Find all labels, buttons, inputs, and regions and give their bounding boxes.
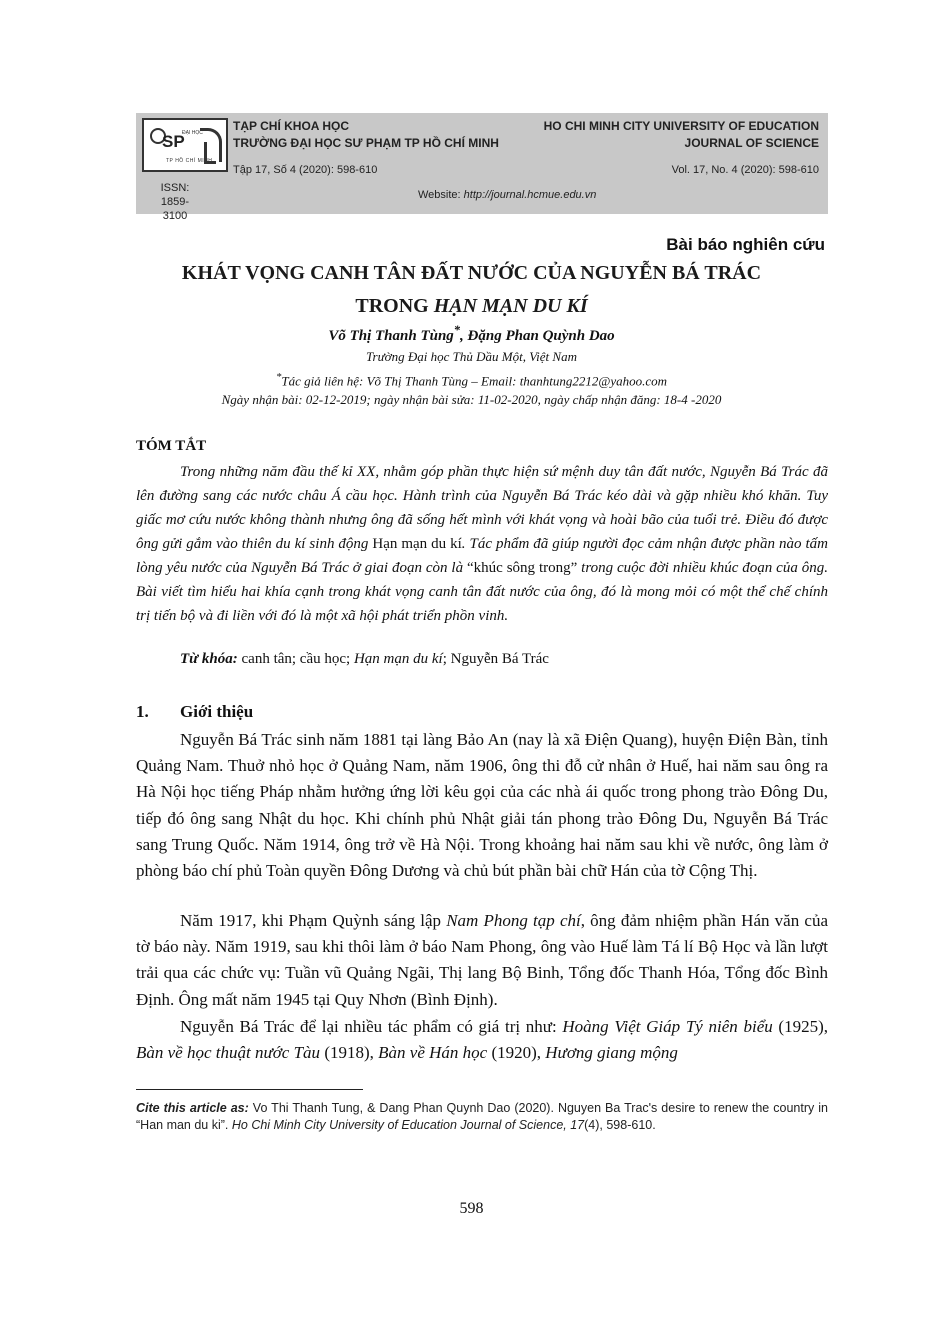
- paragraph-1: Nguyễn Bá Trác sinh năm 1881 tại làng Bảo An (nay là xã Điện Quang), huyện Điện Bàn, tỉnh Quảng Nam. Thuở nhỏ học ở Quảng Nam, năm 1906, ông thi đỗ cử nhân ở Huế, hai năm sau ông ra Hà Nội học tiếng Pháp nhằm hưởng ứng lời kêu gọi của các nhà ái quốc trong phong trào Đông Du, tiếp đó ông sang Nhật du học. Khi chính phủ Nhật giải tán phong trào Đông Du, Nguyễn Bá Trác sang Trung Quốc. Năm 1914, ông trở về Hà Nội. Trong khoảng hai năm sau khi về nước, ông làm ở phòng báo chí phủ Toàn quyền Đông Dương và chủ bút phần bài chữ Hán của tờ Cộng Thị.: [136, 730, 828, 881]
- footnote-divider: [136, 1089, 363, 1090]
- journal-name-en: JOURNAL OF SCIENCE: [684, 136, 819, 150]
- p3-part-g: (1920),: [487, 1043, 546, 1063]
- author-separator: ,: [460, 328, 468, 344]
- footnote-journal: Ho Chi Minh City University of Education Journal of Science, 17: [231, 1118, 585, 1132]
- author2: Đặng Phan Quỳnh Dao: [467, 328, 615, 344]
- p2-part-b: Nam Phong tạp chí: [446, 911, 581, 930]
- logo-small-top: ĐẠI HỌC: [182, 130, 203, 136]
- volume-vi: Tập 17, Số 4 (2020): 598-610: [233, 164, 378, 176]
- p3-part-d: Bàn về học thuật nước Tàu: [136, 1043, 321, 1063]
- issn: [150, 181, 200, 223]
- abstract-part-e: trong cuộc đời nhiều khúc đoạn của ông. Bài viết tìm hiểu hai khía cạnh trong khát vọng canh tân đất nước của ông, đó là mong mỏi có một thể chế chính trị tiến bộ và đi liền với đó là một xã hội phát triển phồn vinh.: [136, 560, 828, 624]
- dates: Ngày nhận bài: 02-12-2019; ngày nhận bài sửa: 11-02-2020, ngày chấp nhận đăng: 18-4 -2020: [221, 392, 722, 407]
- p2-part-a: Năm 1917, khi Phạm Quỳnh sáng lập: [180, 911, 447, 930]
- title-line2: [0, 295, 943, 318]
- abstract-heading: TÓM TẮT: [136, 438, 207, 454]
- issn-value: 1859-3100: [160, 196, 190, 222]
- keywords-part-c: ; Nguyễn Bá Trác: [442, 651, 549, 667]
- author1-mark: *: [453, 323, 461, 337]
- paragraph-2: [136, 908, 828, 1013]
- university-name-vi: TRƯỜNG ĐẠI HỌC SƯ PHẠM TP HỒ CHÍ MINH: [233, 136, 499, 150]
- contact-text: Tác giả liên hệ: Võ Thị Thanh Tùng – Email: thanhtung2212@yahoo.com: [281, 373, 668, 389]
- website-label: Website:: [418, 189, 461, 201]
- abstract-part-b: Hạn mạn du kí: [372, 536, 462, 552]
- p3-part-a: Nguyễn Bá Trác để lại nhiều tác phẩm có giá trị như:: [180, 1017, 563, 1036]
- abstract-part-d: “khúc sông trong”: [466, 560, 578, 576]
- p3-part-b: Hoàng Việt Giáp Tý niên biểu: [562, 1017, 773, 1036]
- keywords-part-a: canh tân; cầu học;: [237, 651, 354, 667]
- keywords-label: Từ khóa:: [180, 651, 238, 667]
- university-name-en: HO CHI MINH CITY UNIVERSITY OF EDUCATION: [543, 119, 819, 133]
- logo-small-bottom: TP HỒ CHÍ MINH: [166, 158, 213, 164]
- page-number: 598: [459, 1200, 484, 1217]
- footnote-label: Cite this article as:: [136, 1101, 249, 1115]
- title-line1: KHÁT VỌNG CANH TÂN ĐẤT NƯỚC CỦA NGUYỄN BÁ TRÁC: [181, 262, 762, 284]
- footnote-part-b: (4), 598-610.: [584, 1118, 656, 1132]
- title-line2-prefix: TRONG: [355, 295, 434, 317]
- section-title: Giới thiệu: [180, 702, 254, 721]
- logo-text: SP: [162, 132, 185, 151]
- journal-header: [136, 113, 828, 222]
- abstract-part-a: Trong những năm đầu thế kỉ XX, nhằm góp phần thực hiện sứ mệnh duy tân đất nước, Nguyễn Bá Trác đã lên đường sang các nước châu Á cầu học. Hành trình của Nguyễn Bá Trác kéo dài và gặp nhiều khó khăn. Tuy giấc mơ cứu nước không thành nhưng ông đã sống hết mình với khát vọng và hoài bão của tuổi trẻ. Điều đó được ông gửi gắm vào thiên du kí sinh động: [136, 464, 828, 552]
- website: [418, 189, 596, 201]
- p2-part-c: , ông đảm nhiệm phần Hán văn của tờ báo này. Năm 1919, sau khi thôi làm ở báo Nam Phong, ông vào Huế làm Tá lí Bộ Học và lần lượt trải qua các chức vụ: Tuần vũ Quảng Ngãi, Thị lang Bộ Binh, Tổng đốc Thanh Hóa, Tổng đốc Bình Định. Ông mất năm 1945 tại Quy Nhơn (Bình Định).: [136, 911, 828, 1009]
- journal-name-vi: TẠP CHÍ KHOA HỌC: [233, 119, 350, 133]
- logo-arc2-icon: [204, 142, 216, 164]
- contact: [0, 371, 943, 389]
- website-link[interactable]: http://journal.hcmue.edu.vn: [463, 189, 597, 201]
- abstract-text: [136, 460, 828, 628]
- author1: Võ Thị Thanh Tùng: [328, 328, 454, 344]
- footnote-part-a: Vo Thi Thanh Tung, & Dang Phan Quynh Dao (2020). Nguyen Ba Trac's desire to renew the country in “Han man du ki”.: [136, 1101, 828, 1132]
- p3-part-c: (1925),: [772, 1017, 829, 1036]
- issn-label: ISSN:: [160, 182, 190, 194]
- p3-part-f: Bàn về Hán học: [378, 1043, 488, 1063]
- section-heading: [136, 702, 253, 722]
- university-logo: [142, 118, 228, 172]
- p3-part-e: (1918),: [320, 1043, 379, 1063]
- authors: [0, 323, 943, 345]
- citation-footnote: [136, 1100, 828, 1134]
- title-line2-italic: HẠN MẠN DU KÍ: [433, 295, 588, 317]
- p3-part-h: Hương giang mộng: [545, 1043, 678, 1063]
- keywords-part-b: Hạn mạn du kí: [353, 651, 443, 667]
- section-number: 1.: [136, 702, 149, 721]
- paragraph-3: [136, 1014, 828, 1066]
- article-type: Bài báo nghiên cứu: [666, 235, 825, 254]
- abstract-part-c: . Tác phẩm đã giúp người đọc cảm nhận được phần nào tấm lòng yêu nước của Nguyễn Bá Trác ở giai đoạn còn là: [136, 536, 828, 576]
- affiliation: Trường Đại học Thủ Dầu Một, Việt Nam: [366, 349, 577, 364]
- keywords: [180, 651, 549, 668]
- volume-en: Vol. 17, No. 4 (2020): 598-610: [671, 164, 819, 176]
- contact-mark: *: [275, 371, 282, 383]
